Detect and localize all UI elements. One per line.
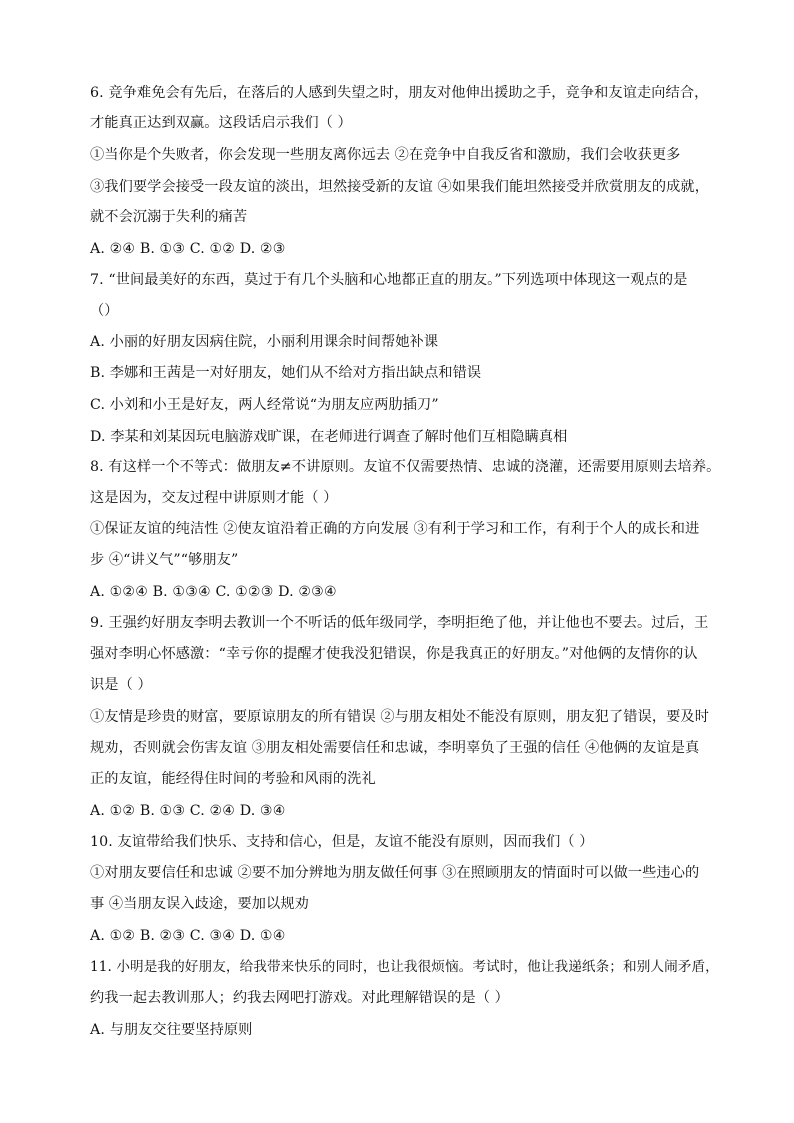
q8-stem-line-2: 这是因为，交友过程中讲原则才能（ ） xyxy=(90,490,338,506)
q10-items-line-1: ①对朋友要信任和忠诚 ②要不加分辨地为朋友做任何事 ③在照顾朋友的情面时可以做一些违心的 xyxy=(90,865,700,881)
q9-items-line-3: 正的友谊，能经得住时间的考验和风雨的洗礼 xyxy=(90,771,376,787)
q6-items-line-3: 就不会沉溺于失利的痛苦 xyxy=(90,209,248,225)
q8-stem-line-1: 8. 有这样一个不等式：做朋友≠不讲原则。友谊不仅需要热情、忠诚的浇灌，还需要用原则去培养。 xyxy=(90,459,721,475)
q10-stem-line-1: 10. 友谊带给我们快乐、支持和信心，但是，友谊不能没有原则，因而我们（ ） xyxy=(90,834,594,850)
q7-stem-line-1: 7. “世间最美好的东西，莫过于有几个头脑和心地都正直的朋友。”下列选项中体现这一观点的是 xyxy=(90,272,688,288)
q6-stem-line-1: 6. 竞争难免会有先后，在落后的人感到失望之时，朋友对他伸出援助之手，竞争和友谊走向结合， xyxy=(90,85,709,101)
q7-option-c: C. 小刘和小王是好友，两人经常说“为朋友应两肋插刀” xyxy=(90,397,439,413)
q9-stem-line-2: 强对李明心怀感激：“幸亏你的提醒才使我没犯错误，你是我真正的好朋友。”对他俩的友情你的认 xyxy=(90,646,698,662)
q11-option-a: A. 与朋友交往要坚持原则 xyxy=(90,1022,253,1038)
q7-option-a: A. 小丽的好朋友因病住院，小丽利用课余时间帮她补课 xyxy=(90,334,439,350)
q8-items-line-2: 步 ④“讲义气”“够朋友” xyxy=(90,552,239,568)
q9-options: A. ①② B. ①③ C. ②④ D. ③④ xyxy=(90,803,286,819)
q9-items-line-1: ①友情是珍贵的财富，要原谅朋友的所有错误 ②与朋友相处不能没有原则，朋友犯了错误，要及时 xyxy=(90,709,709,725)
q10-items-line-2: 事 ④当朋友误入歧途，要加以规劝 xyxy=(90,896,309,912)
q7-stem-line-2: （） xyxy=(90,303,119,319)
q9-items-line-2: 规劝，否则就会伤害友谊 ③朋友相处需要信任和忠诚，李明辜负了王强的信任 ④他俩的友谊是真 xyxy=(90,740,700,756)
q7-option-b: B. 李娜和王茜是一对好朋友，她们从不给对方指出缺点和错误 xyxy=(90,365,482,381)
q6-options: A. ②④ B. ①③ C. ①② D. ②③ xyxy=(90,241,286,257)
q10-options: A. ①② B. ②③ C. ③④ D. ①④ xyxy=(90,928,286,944)
q11-stem-line-2: 约我一起去教训那人；约我去网吧打游戏。对此理解错误的是（ ） xyxy=(90,990,509,1006)
q8-items-line-1: ①保证友谊的纯洁性 ②使友谊沿着正确的方向发展 ③有利于学习和工作，有利于个人的成长和进 xyxy=(90,521,700,537)
q8-options: A. ①②④ B. ①③④ C. ①②③ D. ②③④ xyxy=(90,584,337,600)
q6-items-line-2: ③我们要学会接受一段友谊的淡出，坦然接受新的友谊 ④如果我们能坦然接受并欣赏朋友的成就， xyxy=(90,179,709,195)
q7-option-d: D. 李某和刘某因玩电脑游戏旷课，在老师进行调查了解时他们互相隐瞒真相 xyxy=(90,429,568,445)
q11-stem-line-1: 11. 小明是我的好朋友，给我带来快乐的同时，也让我很烦恼。考试时，他让我递纸条；和别人闹矛盾， xyxy=(90,959,719,975)
q9-stem-line-3: 识是（ ） xyxy=(90,677,152,693)
q9-stem-line-1: 9. 王强约好朋友李明去教训一个不听话的低年级同学，李明拒绝了他，并让他也不要去。过后，王 xyxy=(90,615,709,631)
q6-stem-line-2: 才能真正达到双赢。这段话启示我们（ ） xyxy=(90,115,352,131)
q6-items-line-1: ①当你是个失败者，你会发现一些朋友离你远去 ②在竞争中自我反省和激励，我们会收获更多 xyxy=(90,147,681,163)
